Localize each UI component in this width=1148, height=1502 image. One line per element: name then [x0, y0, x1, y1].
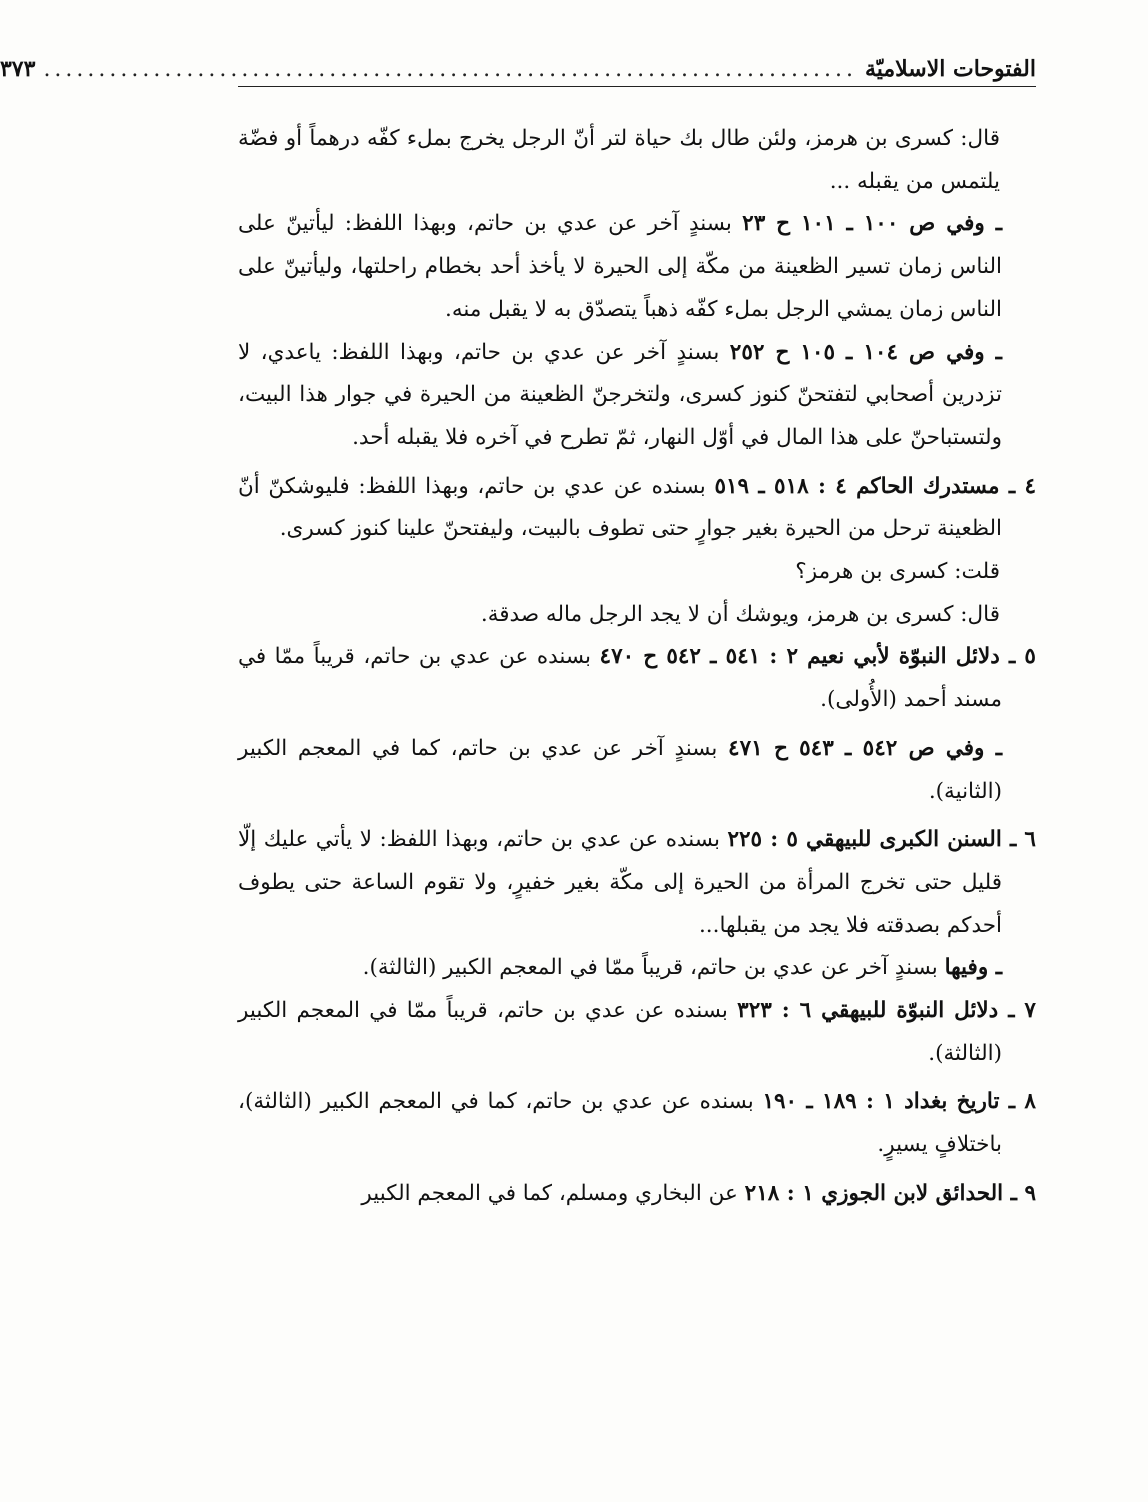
paragraph-text: عن البخاري ومسلم، كما في المعجم الكبير: [361, 1180, 745, 1206]
paragraph: [238, 551, 1036, 594]
paragraph-text: قال: كسرى بن هرمز، ويوشك أن لا يجد الرجل ماله صدقة.: [480, 601, 1000, 627]
paragraph: [238, 332, 1036, 460]
paragraph: [238, 466, 1036, 551]
paragraph-text: بسنده عن عدي بن حاتم، قريباً ممّا في مسند أحمد (الأُولى).: [238, 644, 1002, 713]
source-citation: ـ وفي ص ٥٤٢ ـ ٥٤٣ ح ٤٧١: [728, 735, 1002, 761]
source-citation: ٨ ـ تاريخ بغداد ١ : ١٨٩ ـ ١٩٠: [762, 1089, 1036, 1115]
header-leader-dots: ..........................................................................: [43, 57, 857, 82]
paragraph: [238, 1081, 1036, 1166]
page-body: [238, 118, 1036, 1216]
paragraph: [238, 947, 1036, 990]
source-citation: ـ وفي ص ١٠٠ ـ ١٠١ ح ٢٣: [742, 211, 1002, 237]
paragraph-text: قال: كسرى بن هرمز، ولئن طال بك حياة لتر أنّ الرجل يخرج بملء كفّه درهماً أو فضّة يلتمس من يقبله ...: [238, 126, 1000, 194]
paragraph-text: بسندٍ آخر عن عدي بن حاتم، وبهذا اللفظ: ياعدي، لا تزدرين أصحابي لتفتحنّ كنوز كسرى، ولتخرجنّ الظعينة من الحيرة في جوار هذا البيت، ولتستباحنّ على هذا المال في أوّل النهار، ثمّ تطرح في آخره فلا يقبله أحد.: [238, 339, 1002, 450]
paragraph: [238, 594, 1036, 637]
paragraph: [238, 203, 1036, 331]
source-citation: ـ وفي ص ١٠٤ ـ ١٠٥ ح ٢٥٢: [729, 339, 1002, 365]
header-title: الفتوحات الاسلاميّة: [864, 56, 1036, 82]
paragraph-text: بسندٍ آخر عن عدي بن حاتم، قريباً ممّا في المعجم الكبير (الثالثة).: [362, 955, 945, 981]
source-citation: ٧ ـ دلائل النبوّة للبيهقي ٦ : ٣٢٣: [737, 998, 1036, 1024]
paragraph: [238, 1173, 1036, 1216]
source-citation: ٩ ـ الحدائق لابن الجوزي ١ : ٢١٨: [744, 1180, 1036, 1206]
paragraph: [238, 118, 1036, 203]
paragraph-text: بسنده عن عدي بن حاتم، وبهذا اللفظ: فليوشكنّ أنّ الظعينة ترحل من الحيرة بغير جوارٍ حتى تطوف بالبيت، وليفتحنّ علينا كنوز كسرى.: [238, 473, 1002, 542]
page-number: ٣٧٣: [0, 56, 36, 82]
paragraph: [238, 819, 1036, 947]
paragraph-text: بسندٍ آخر عن عدي بن حاتم، كما في المعجم الكبير (الثانية).: [238, 735, 1002, 804]
paragraph: [238, 636, 1036, 721]
paragraph: [238, 728, 1036, 813]
paragraph-text: بسندٍ آخر عن عدي بن حاتم، وبهذا اللفظ: ليأتينّ على الناس زمان تسير الظعينة من مكّة إلى الحيرة لا يأخذ أحد بخطام راحلتها، وليأتينّ على الناس زمان يمشي الرجل بملء كفّه ذهباً يتصدّق به لا يقبل منه.: [238, 211, 1002, 322]
header-rule: [238, 86, 1036, 87]
source-citation: ٥ ـ دلائل النبوّة لأبي نعيم ٢ : ٥٤١ ـ ٥٤٢ ح ٤٧٠: [599, 644, 1036, 670]
paragraph-text: بسنده عن عدي بن حاتم، وبهذا اللفظ: لا يأتي عليك إلّا قليل حتى تخرج المرأة من الحيرة إلى مكّة بغير خفيرٍ، ولا تقوم الساعة حتى يطوف أحدكم بصدقته فلا يجد من يقبلها...: [238, 827, 1002, 938]
paragraph: [238, 990, 1036, 1075]
running-header: [0, 36, 1036, 82]
source-citation: ٦ ـ السنن الكبرى للبيهقي ٥ : ٢٢٥: [727, 827, 1036, 853]
paragraph-text: بسنده عن عدي بن حاتم، كما في المعجم الكبير (الثالثة)، باختلافٍ يسيرٍ.: [238, 1089, 1002, 1158]
paragraph-text: بسنده عن عدي بن حاتم، قريباً ممّا في المعجم الكبير (الثالثة).: [238, 998, 1002, 1066]
source-citation: ٤ ـ مستدرك الحاكم ٤ : ٥١٨ ـ ٥١٩: [714, 473, 1036, 499]
paragraph-text: قلت: كسرى بن هرمز؟: [795, 559, 1000, 585]
source-citation: ـ وفيها: [944, 955, 1002, 981]
